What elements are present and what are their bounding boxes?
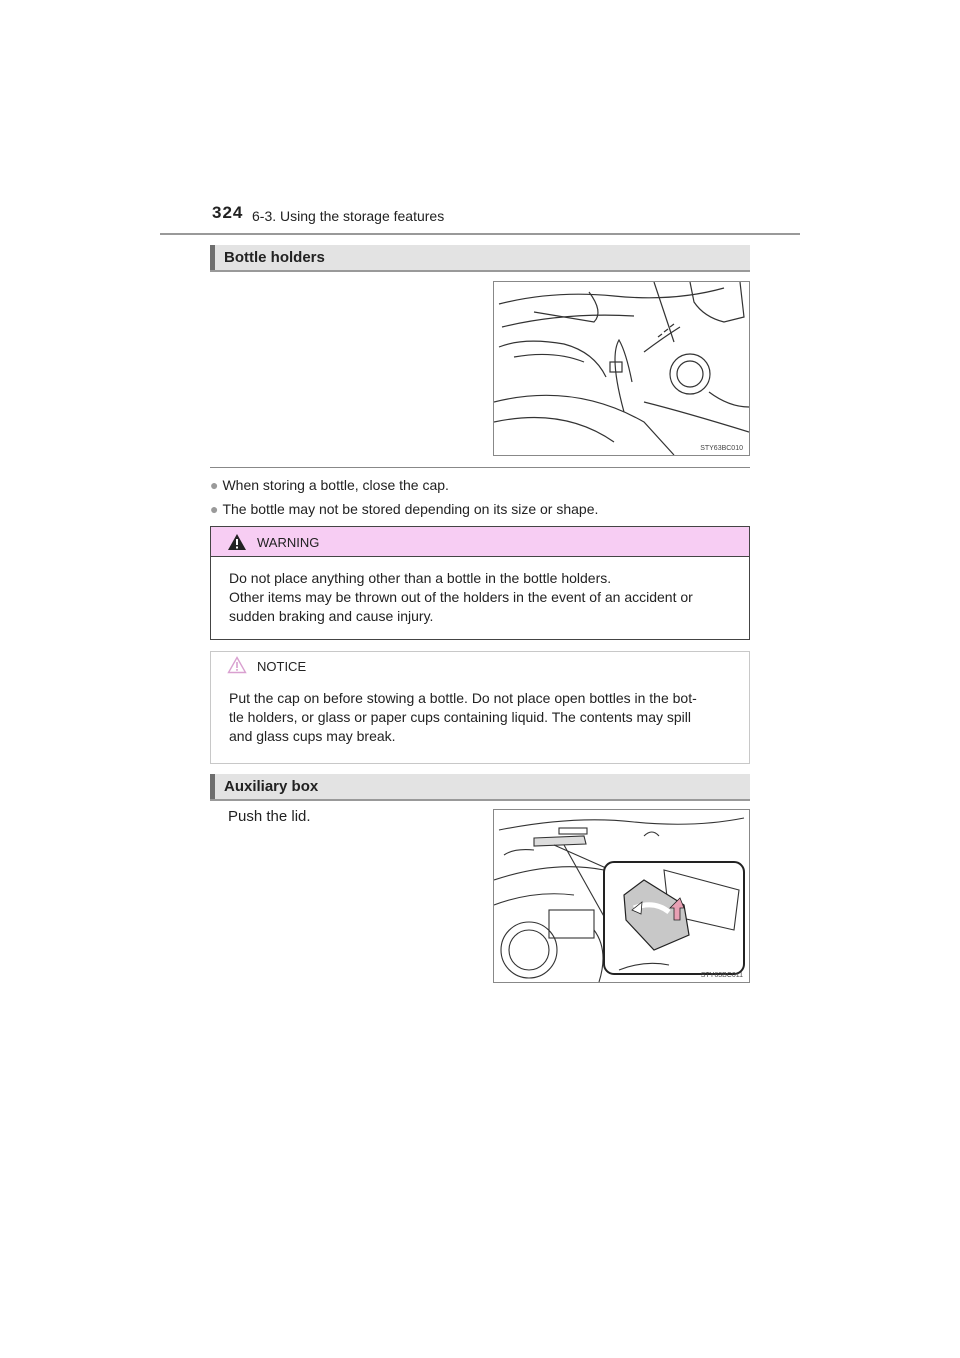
notice-line: Put the cap on before stowing a bottle. Do not place open bottles in the bot- (229, 690, 697, 706)
notice-box (210, 651, 750, 764)
notice-line: tle holders, or glass or paper cups containing liquid. The contents may spill (229, 709, 691, 725)
warning-line: Do not place anything other than a bottle in the bottle holders. (229, 570, 612, 586)
warning-box (210, 526, 750, 640)
section-heading-text: Bottle holders (224, 249, 325, 266)
breadcrumb: 6-3. Using the storage features (252, 208, 445, 224)
bullet-dot-icon: ● (210, 477, 219, 493)
warning-header (211, 527, 749, 557)
bullet-dot-icon: ● (210, 501, 219, 517)
warning-line: sudden braking and cause injury. (229, 608, 434, 624)
bullet-text: When storing a bottle, close the cap. (222, 477, 449, 493)
notice-title: NOTICE (257, 659, 307, 674)
warning-body (229, 569, 739, 626)
warning-title: WARNING (257, 535, 320, 550)
notice-triangle-icon (227, 656, 247, 674)
auxiliary-box-drawing (494, 810, 749, 982)
notice-line: and glass cups may break. (229, 728, 396, 744)
content-divider (210, 467, 750, 468)
warning-line: Other items may be thrown out of the holders in the event of an accident or (229, 589, 693, 605)
page-number: 324 (212, 203, 244, 222)
section-heading-bottle-holders (210, 245, 750, 272)
auxiliary-box-illustration (493, 809, 750, 983)
bottle-holder-illustration (493, 281, 750, 456)
section-heading-bar (210, 245, 215, 270)
bullet-text: The bottle may not be stored depending on its size or shape. (222, 501, 599, 517)
instruction-text: Push the lid. (228, 808, 311, 825)
section-heading-text: Auxiliary box (224, 778, 319, 795)
bullet-item (210, 501, 598, 517)
figure-code: STY63BC010 (700, 445, 743, 452)
header-divider (160, 233, 800, 235)
section-heading-bar (210, 774, 215, 799)
notice-body (229, 689, 739, 746)
bullet-item (210, 477, 449, 493)
bottle-holder-drawing (494, 282, 749, 455)
warning-triangle-icon (227, 533, 247, 551)
section-heading-auxiliary-box (210, 774, 750, 801)
figure-code: STY63BC011 (700, 972, 743, 979)
